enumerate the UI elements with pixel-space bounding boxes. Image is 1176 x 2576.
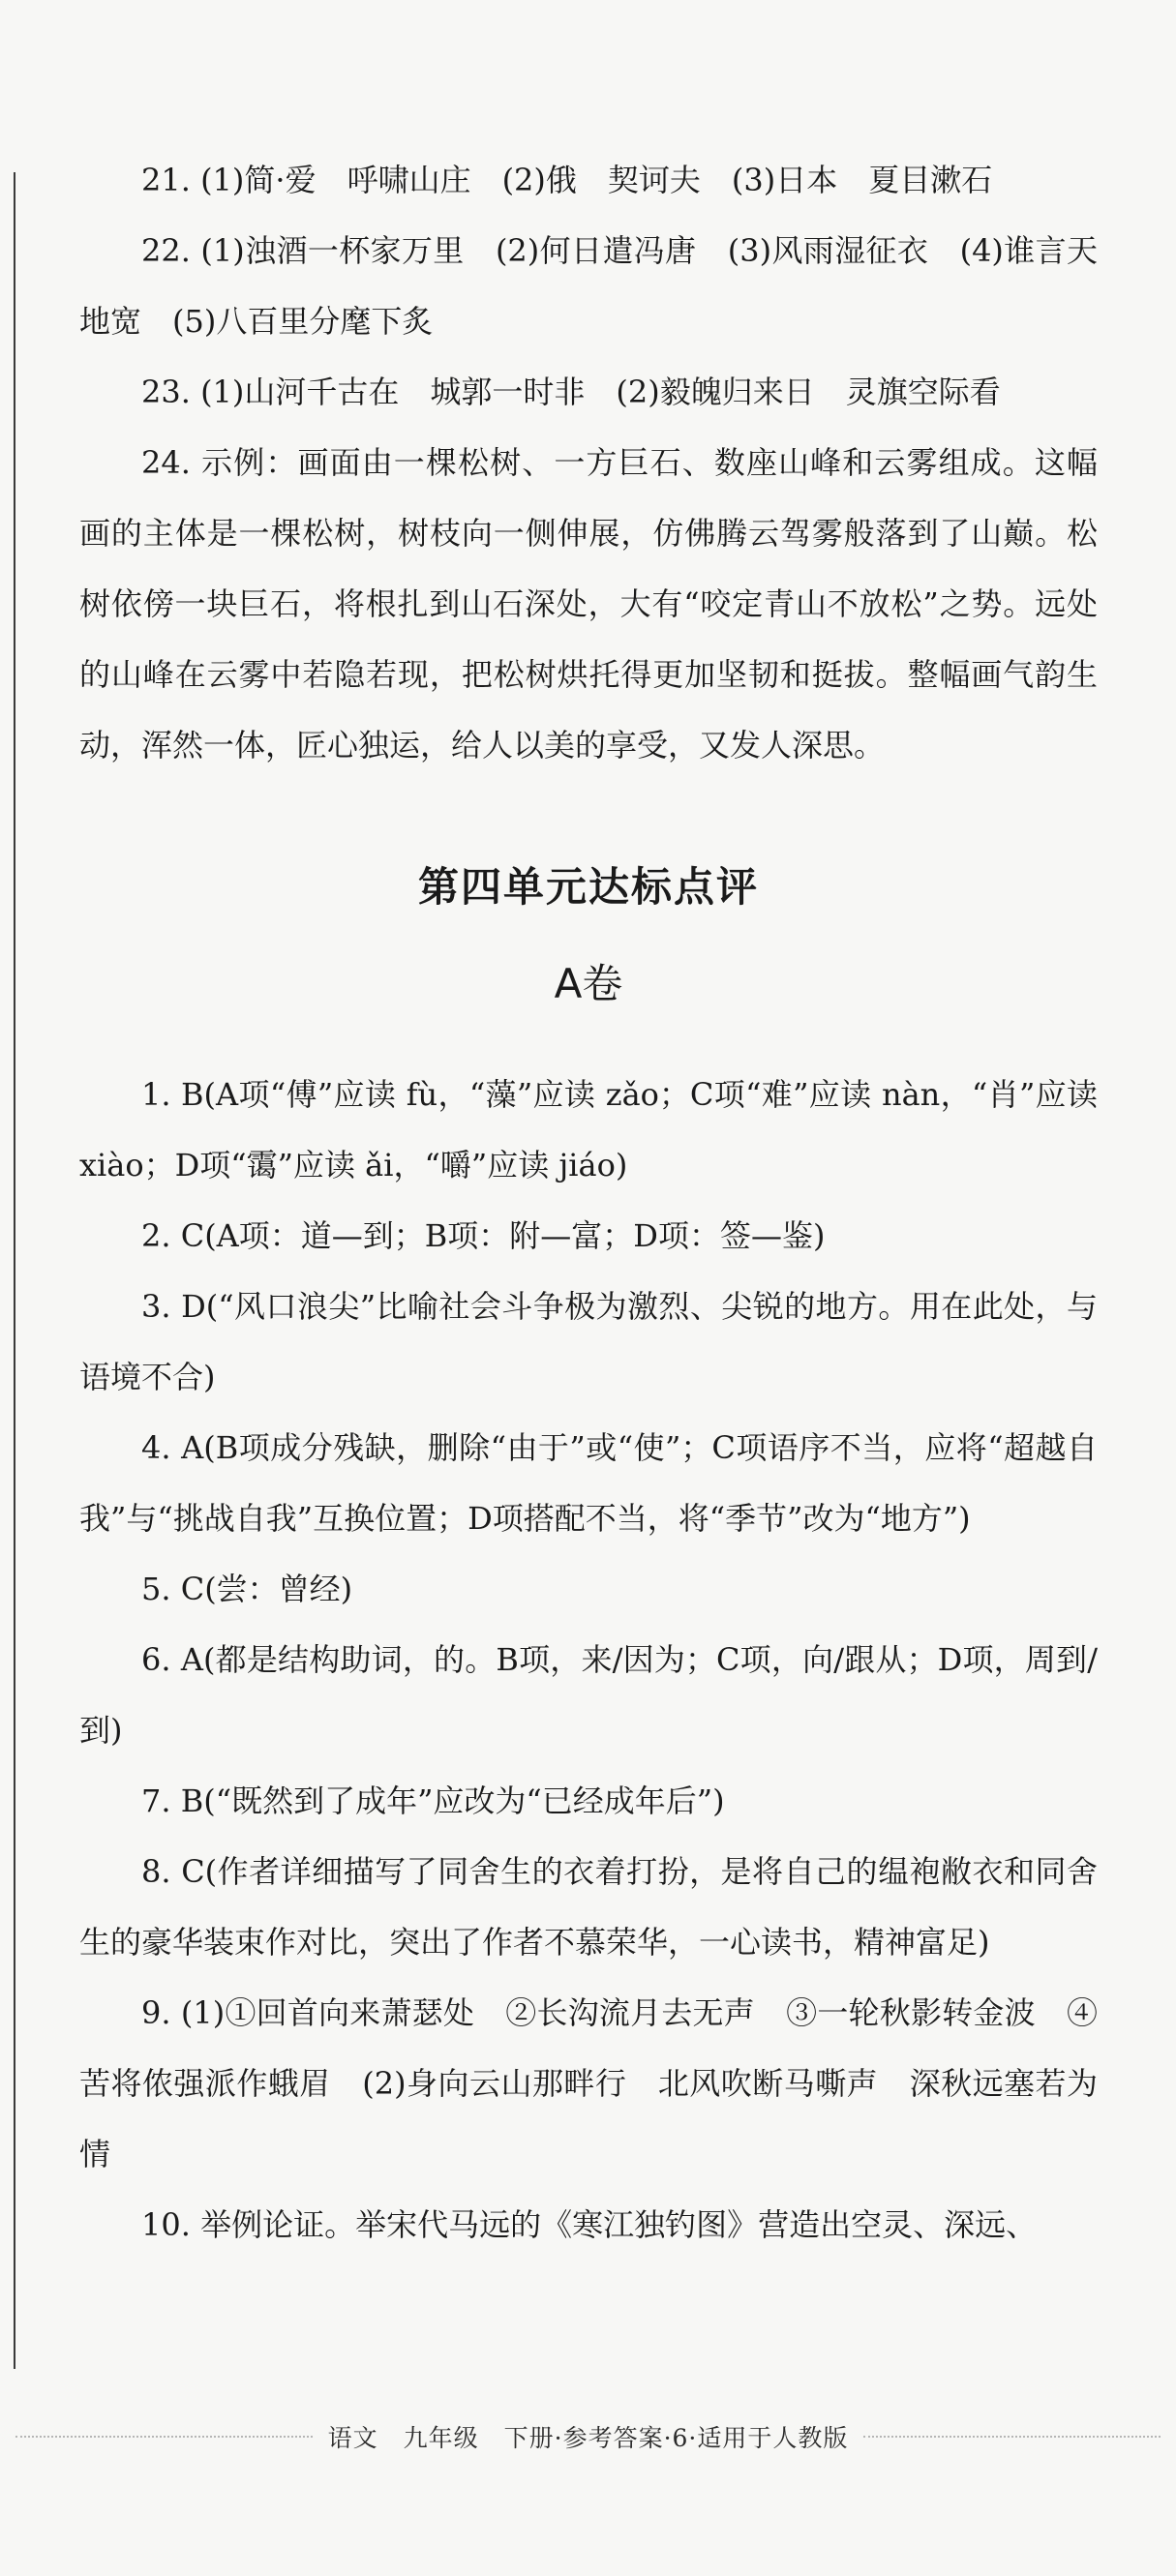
answer-24: 24. 示例：画面由一棵松树、一方巨石、数座山峰和云雾组成。这幅画的主体是一棵松树，树枝向一侧伸展，仿佛腾云驾雾般落到了山巅。松树依傍一块巨石，将根扎到山石深处，大有“咬定青山不放松”之势。远处的山峰在云雾中若隐若现，把松树烘托得更加坚韧和挺拔。整幅画气韵生动，浑然一体，匠心独运，给人以美的享受，又发人深思。 — [79, 444, 1098, 764]
footer-text: 语文 九年级 下册·参考答案·6·适用于人教版 — [327, 2424, 849, 2452]
section-subtitle: A卷 — [554, 960, 623, 1007]
answer-a-1: 1. B(A项“傅”应读 fù，“藻”应读 zǎo；C项“难”应读 nàn，“肖”应读 xiào；D项“霭”应读 ǎi，“嚼”应读 jiáo) — [79, 1076, 1098, 1183]
footer-dotted-line-right — [863, 2436, 1161, 2438]
answer-a-4: 4. A(B项成分残缺，删除“由于”或“使”；C项语序不当，应将“超越自我”与“挑战自我”互换位置；D项搭配不当，将“季节”改为“地方”) — [79, 1429, 1098, 1537]
answer-21: 21. (1)简·爱 呼啸山庄 (2)俄 契诃夫 (3)日本 夏目漱石 — [141, 162, 993, 198]
answer-a-10: 10. 举例论证。举宋代马远的《寒江独钓图》营造出空灵、深远、 — [141, 2206, 1038, 2243]
answer-a-9: 9. (1)①回首向来萧瑟处 ②长沟流月去无声 ③一轮秋影转金波 ④苦将侬强派作蛾眉 (2)身向云山那畔行 北风吹断马嘶声 深秋远塞若为情 — [79, 1994, 1098, 2172]
answer-23: 23. (1)山河千古在 城郭一时非 (2)毅魄归来日 灵旗空际看 — [141, 374, 1001, 410]
answer-22: 22. (1)浊酒一杯家万里 (2)何日遣冯唐 (3)风雨湿征衣 (4)谁言天地宽 (5)八百里分麾下炙 — [79, 232, 1098, 340]
answer-a-2: 2. C(A项：道—到；B项：附—富；D项：签—鉴) — [141, 1217, 826, 1254]
page-left-rule — [14, 172, 15, 2369]
answer-content — [79, 145, 1098, 2261]
answer-a-8: 8. C(作者详细描写了同舍生的衣着打扮，是将自己的缊袍敝衣和同舍生的豪华装束作对比，突出了作者不慕荣华，一心读书，精神富足) — [79, 1853, 1098, 1961]
answer-a-6: 6. A(都是结构助词，的。B项，来/因为；C项，向/跟从；D项，周到/到) — [79, 1641, 1098, 1749]
section-title: 第四单元达标点评 — [417, 863, 759, 911]
footer-dotted-line-left — [15, 2436, 313, 2438]
answer-a-7: 7. B(“既然到了成年”应改为“已经成年后”) — [141, 1782, 725, 1819]
answer-a-5: 5. C(尝：曾经) — [141, 1571, 353, 1607]
page-footer — [0, 2408, 1176, 2466]
answer-a-3: 3. D(“风口浪尖”比喻社会斗争极为激烈、尖锐的地方。用在此处，与语境不合) — [79, 1288, 1098, 1395]
